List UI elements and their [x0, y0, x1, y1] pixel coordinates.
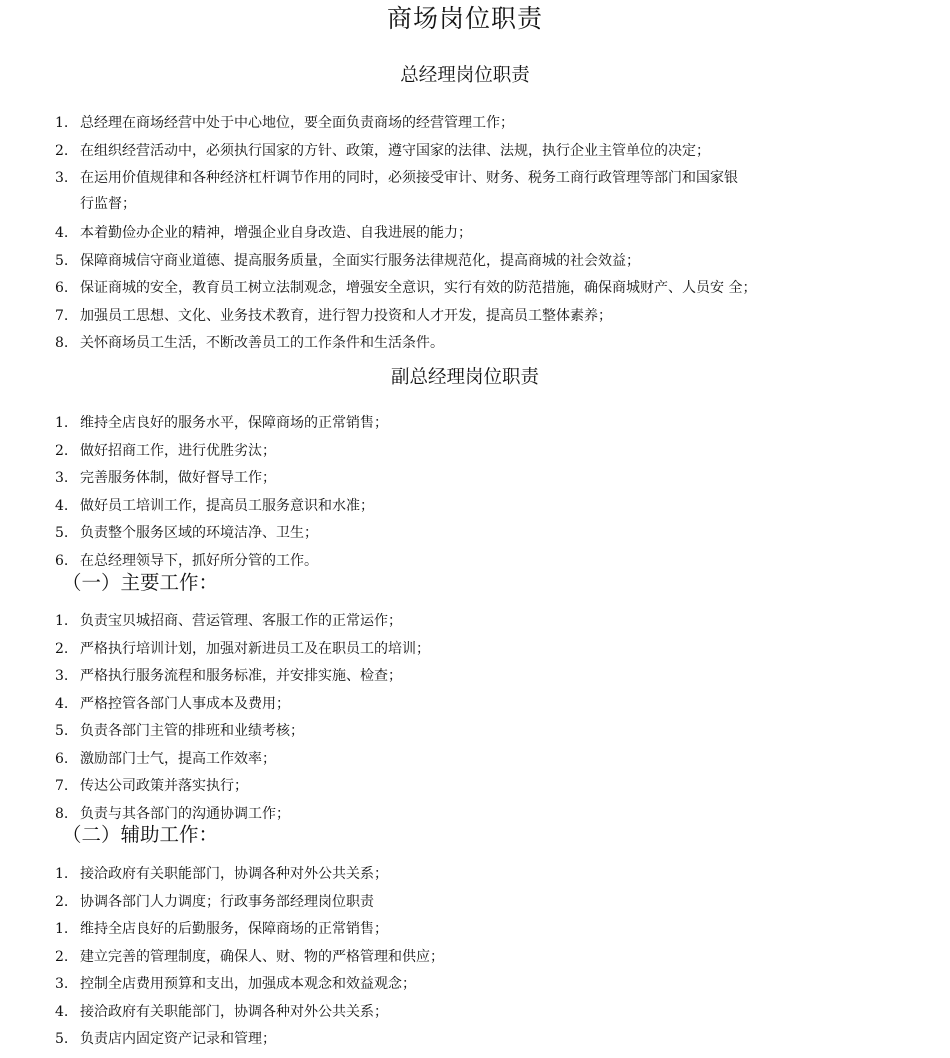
list-item-text — [80, 142, 710, 160]
list-item-number: 3. — [55, 170, 69, 186]
list-item-number: 7. — [55, 778, 69, 794]
list-item-text — [80, 948, 444, 966]
list-item-number: 2. — [55, 142, 69, 159]
list-item-text — [80, 865, 388, 883]
section-title-general-manager: 总经理岗位职责 — [400, 65, 530, 86]
list-item-number: 4. — [55, 1003, 69, 1020]
list-item-text — [80, 640, 430, 658]
list-item-text-line: 维持全店良好的后勤服务，保障商场的正常销售； — [80, 921, 388, 937]
list-item-text — [80, 469, 276, 487]
list-item-number: 5. — [55, 723, 69, 739]
list-item-text-line: 传达公司政策并落实执行； — [80, 778, 248, 794]
list-item-number: 8. — [55, 335, 69, 351]
list-item-text-line: 维持全店良好的服务水平，保障商场的正常销售； — [80, 415, 388, 431]
list-item-text — [80, 114, 514, 132]
list-item-text — [80, 169, 738, 213]
list-item-text-line: 负责店内固定资产记录和管理； — [80, 1031, 276, 1047]
list-item-text-line: 总经理在商场经营中处于中心地位，要全面负责商场的经营管理工作； — [80, 115, 514, 131]
list-item-text — [80, 975, 416, 993]
list-item-text-line: 接洽政府有关职能部门，协调各种对外公共关系； — [80, 866, 388, 882]
list-item-text-line: 激励部门士气，提高工作效率； — [80, 750, 276, 767]
list-item-text-line: 关怀商场员工生活，不断改善员工的工作条件和生活条件。 — [80, 335, 444, 351]
list-item-number: 1. — [55, 415, 69, 431]
list-item-text-line: 负责各部门主管的排班和业绩考核； — [80, 723, 304, 739]
list-item-number: 3. — [55, 976, 69, 992]
list-item-text-line: 本着勤俭办企业的精神，增强企业自身改造、自我进展的能力； — [80, 225, 472, 241]
list-item-text-line: 控制全店费用预算和支出，加强成本观念和效益观念； — [80, 976, 416, 992]
list-item-number: 3. — [55, 668, 69, 684]
list-item-text — [80, 524, 318, 542]
list-item-text-line: 严格执行服务流程和服务标准，并安排实施、检查； — [80, 668, 402, 684]
list-item-number: 3. — [55, 470, 69, 486]
list-item-number: 2. — [55, 948, 69, 965]
section-title-deputy-general-manager: 副总经理岗位职责 — [390, 367, 539, 388]
list-item-number: 6. — [55, 552, 69, 569]
list-item-text-line: 严格执行培训计划，加强对新进员工及在职员工的培训； — [80, 640, 430, 657]
list-item-text — [80, 1003, 388, 1021]
list-item-text — [80, 920, 388, 938]
list-item-text — [80, 334, 444, 352]
list-item-number: 5. — [55, 252, 69, 269]
list-item-number: 1. — [55, 115, 69, 131]
list-item-text-line: 接洽政府有关职能部门，协调各种对外公共关系； — [80, 1003, 388, 1020]
sub-heading-main-work: （一）主要工作： — [62, 571, 219, 594]
list-item-text-line: 在运用价值规律和各种经济杠杆调节作用的同时，必须接受审计、财务、税务工商行政管理等部门和国家银 — [80, 170, 738, 186]
list-item-text — [80, 750, 276, 768]
list-item-number: 1. — [55, 921, 69, 937]
list-item-text — [80, 414, 388, 432]
list-item-text — [80, 442, 276, 460]
list-item-text — [80, 612, 402, 630]
list-item-text — [80, 805, 290, 823]
list-item-number: 8. — [55, 805, 69, 822]
list-item-number: 1. — [55, 613, 69, 629]
list-item-text — [80, 722, 304, 740]
list-item-number: 2. — [55, 893, 69, 910]
list-item-text — [80, 1030, 276, 1048]
list-item-text-line: 建立完善的管理制度，确保人、财、物的严格管理和供应； — [80, 948, 444, 965]
list-item-text-line: 做好员工培训工作，提高员工服务意识和水准； — [80, 497, 374, 514]
list-item-text-line: 加强员工思想、文化、业务技术教育，进行智力投资和人才开发，提高员工整体素养； — [80, 307, 612, 324]
list-item-text-line: 协调各部门人力调度；行政事务部经理岗位职责 — [80, 893, 374, 910]
list-item-text — [80, 307, 612, 325]
list-item-text-continuation: 行监督； — [80, 196, 136, 212]
list-item-text-line: 做好招商工作，进行优胜劣汰； — [80, 442, 276, 459]
list-item-number: 2. — [55, 442, 69, 459]
list-item-text-line: 保障商城信守商业道德、提高服务质量，全面实行服务法律规范化，提高商城的社会效益； — [80, 252, 640, 269]
list-item-number: 1. — [55, 866, 69, 882]
sub-heading-auxiliary-work: （二）辅助工作： — [62, 823, 219, 846]
list-item-number: 2. — [55, 640, 69, 657]
list-item-text-line: 负责整个服务区域的环境洁净、卫生； — [80, 525, 318, 541]
list-item-text — [80, 893, 374, 911]
list-item-text — [80, 497, 374, 515]
list-item-text — [80, 552, 318, 570]
list-item-text — [80, 279, 756, 297]
list-item-number: 5. — [55, 525, 69, 541]
list-item-text-line: 完善服务体制，做好督导工作； — [80, 470, 276, 486]
list-item-number: 7. — [55, 307, 69, 324]
list-item-text-line: 严格控管各部门人事成本及费用； — [80, 695, 290, 712]
list-item-text — [80, 667, 402, 685]
list-item-text — [80, 777, 248, 795]
list-item-text — [80, 252, 640, 270]
list-item-number: 6. — [55, 280, 69, 296]
list-item-number: 6. — [55, 750, 69, 767]
list-item-number: 5. — [55, 1031, 69, 1047]
list-item-text-line: 保证商城的安全，教育员工树立法制观念，增强安全意识，实行有效的防范措施，确保商城财产、人员安 全； — [80, 280, 757, 296]
list-item-number: 4. — [55, 225, 69, 241]
page-title: 商场岗位职责 — [386, 4, 543, 33]
list-item-text-line: 在总经理领导下，抓好所分管的工作。 — [80, 552, 318, 569]
list-item-text — [80, 695, 290, 713]
list-item-text-line: 在组织经营活动中，必须执行国家的方针、政策，遵守国家的法律、法规，执行企业主管单位的决定； — [80, 142, 710, 159]
list-item-text — [80, 224, 472, 242]
list-item-number: 4. — [55, 497, 69, 514]
list-item-text-line: 负责与其各部门的沟通协调工作； — [80, 805, 290, 822]
list-item-text-line: 负责宝贝城招商、营运管理、客服工作的正常运作； — [80, 613, 402, 629]
list-item-number: 4. — [55, 695, 69, 712]
